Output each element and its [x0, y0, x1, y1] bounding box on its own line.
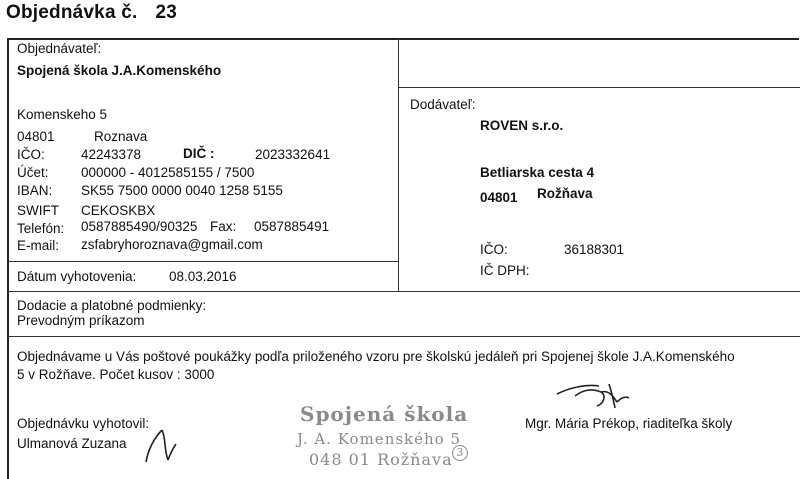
director-signature [555, 378, 635, 414]
supplier-icdph-label: IČ DPH: [480, 263, 530, 278]
page-title [6, 2, 177, 24]
date-divider [7, 261, 398, 262]
director-name: Mgr. Mária Prékop, riaditeľka školy [525, 416, 733, 431]
buyer-phone: 0587885490/90325 [81, 219, 198, 234]
buyer-zip: 04801 [17, 129, 55, 144]
creator-signature [140, 420, 190, 465]
buyer-dic: 2023332641 [255, 147, 331, 162]
terms-bottom-divider [7, 336, 800, 337]
order-text-line2: 5 v Rožňave. Počet kusov : 3000 [17, 367, 215, 382]
stamp-line3: 048 01 Rožňava [309, 450, 453, 469]
buyer-fax-label: Fax: [210, 219, 237, 234]
buyer-account-label: Účet: [17, 165, 49, 180]
order-number: 23 [155, 2, 177, 23]
buyer-label: Objednávateľ: [17, 41, 102, 56]
buyer-email: zsfabryhoroznava@gmail.com [81, 237, 263, 252]
buyer-ico-label: IČO: [17, 147, 45, 162]
stamp-line1: Spojená škola [300, 402, 469, 426]
buyer-email-label: E-mail: [17, 238, 60, 253]
buyer-street: Komenskeho 5 [17, 107, 108, 122]
terms-value: Prevodným príkazom [17, 313, 145, 328]
buyer-account: 000000 - 4012585155 / 7500 [81, 165, 255, 180]
buyer-name: Spojená škola J.A.Komenského [17, 63, 222, 78]
buyer-phone-label: Telefón: [17, 221, 65, 236]
buyer-ico: 42243378 [81, 147, 142, 162]
created-by-name: Ulmanová Zuzana [17, 436, 127, 451]
buyer-iban-label: IBAN: [17, 183, 53, 198]
supplier-name: ROVEN s.r.o. [480, 118, 564, 133]
column-divider [398, 38, 399, 292]
supplier-ico-label: IČO: [480, 242, 508, 257]
buyer-city: Roznava [94, 129, 148, 144]
buyer-fax: 0587885491 [254, 219, 330, 234]
terms-top-divider [7, 291, 800, 292]
created-by-label: Objednávku vyhotovil: [17, 416, 150, 431]
date-value: 08.03.2016 [169, 269, 237, 284]
stamp-number: 3 [452, 445, 468, 461]
supplier-street: Betliarska cesta 4 [480, 165, 595, 180]
order-text-line1: Objednávame u Vás poštové poukážky podľa priloženého vzoru pre školskú jedáleň pri Spojenej škole J.A.Komenského [17, 349, 735, 364]
supplier-city: Rožňava [537, 186, 593, 201]
stamp-line2: J. A. Komenského 5 [297, 430, 462, 448]
terms-label: Dodacie a platobné podmienky: [17, 298, 207, 313]
supplier-label: Dodávateľ: [410, 97, 476, 112]
date-label: Dátum vyhotovenia: [17, 269, 137, 284]
buyer-dic-label: DIČ : [183, 146, 215, 161]
supplier-top-divider [398, 87, 800, 88]
buyer-iban: SK55 7500 0000 0040 1258 5155 [81, 183, 283, 198]
supplier-ico: 36188301 [564, 242, 625, 257]
title-label: Objednávka č. [6, 2, 138, 23]
buyer-swift-label: SWIFT [17, 203, 59, 218]
buyer-swift: CEKOSKBX [81, 203, 156, 218]
supplier-zip: 04801 [480, 190, 518, 205]
